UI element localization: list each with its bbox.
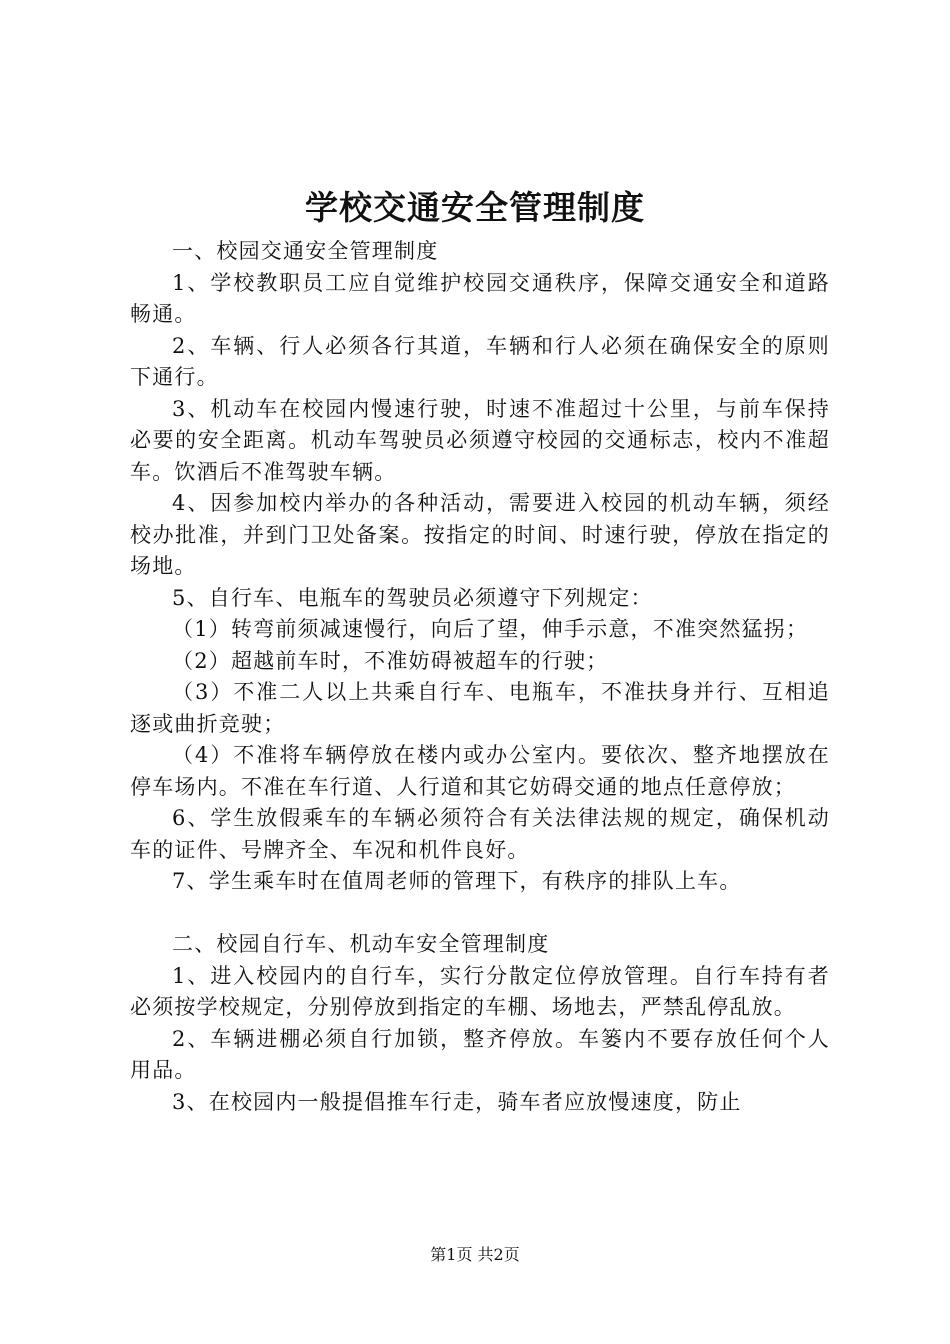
paragraph-1-6: 6、学生放假乘车的车辆必须符合有关法律法规的规定，确保机动车的证件、号牌齐全、车况和机件良好。 bbox=[130, 806, 830, 862]
sub-rule-2: （2）超越前车时，不准妨碍被超车的行驶； bbox=[172, 648, 609, 673]
paragraph-1-3: 3、机动车在校园内慢速行驶，时速不准超过十公里，与前车保持必要的安全距离。机动车驾驶员必须遵守校园的交通标志，校内不准超车。饮酒后不准驾驶车辆。 bbox=[130, 396, 830, 484]
paragraph-2-3: 3、在校园内一般提倡推车行走，骑车者应放慢速度，防止 bbox=[172, 1089, 742, 1114]
paragraph-1-2: 2、车辆、行人必须各行其道，车辆和行人必须在确保安全的原则下通行。 bbox=[130, 333, 830, 389]
sub-rule-1: （1）转弯前须减速慢行，向后了望，伸手示意，不准突然猛拐； bbox=[172, 617, 809, 641]
section-spacer bbox=[130, 898, 830, 930]
paragraph-1-1: 1、学校教职员工应自觉维护校园交通秩序，保障交通安全和道路畅通。 bbox=[130, 270, 830, 326]
paragraph-2-2: 2、车辆进棚必须自行加锁，整齐停放。车篓内不要存放任何个人用品。 bbox=[130, 1026, 830, 1082]
paragraph-2-1: 1、进入校园内的自行车，实行分散定位停放管理。自行车持有者必须按学校规定，分别停放到指定的车棚、场地去，严禁乱停乱放。 bbox=[130, 963, 830, 1019]
sub-rule-3: （3）不准二人以上共乘自行车、电瓶车，不准扶身并行、互相追逐或曲折竞驶； bbox=[130, 680, 830, 736]
document-body bbox=[130, 236, 830, 1118]
paragraph-1-5: 5、自行车、电瓶车的驾驶员必须遵守下列规定： bbox=[172, 585, 653, 610]
section-heading-2: 二、校园自行车、机动车安全管理制度 bbox=[172, 932, 550, 956]
sub-rule-4: （4）不准将车辆停放在楼内或办公室内。要依次、整齐地摆放在停车场内。不准在车行道、人行道和其它妨碍交通的地点任意停放； bbox=[130, 743, 830, 799]
paragraph-1-4: 4、因参加校内举办的各种活动，需要进入校园的机动车辆，须经校办批准，并到门卫处备案。按指定的时间、时速行驶，停放在指定的场地。 bbox=[130, 491, 830, 578]
document-title: 学校交通安全管理制度 bbox=[305, 188, 645, 227]
page-footer: 第1页 共2页 bbox=[430, 1245, 520, 1264]
section-heading-1: 一、校园交通安全管理制度 bbox=[172, 239, 439, 263]
paragraph-1-7: 7、学生乘车时在值周老师的管理下，有秩序的排队上车。 bbox=[172, 869, 742, 893]
